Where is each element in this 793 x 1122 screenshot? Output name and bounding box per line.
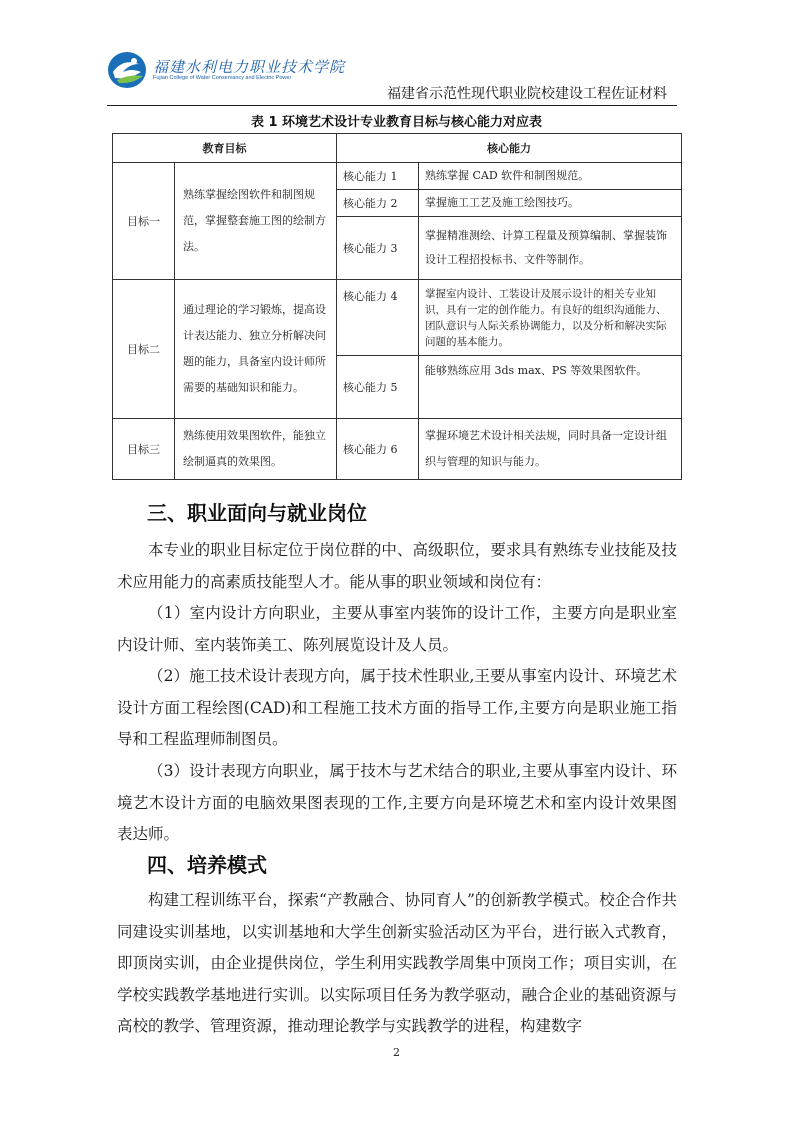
- section-heading-career: 三、职业面向与就业岗位: [147, 501, 367, 525]
- body-paragraph: 本专业的职业目标定位于岗位群的中、高级职位，要求具有熟练专业技能及技术应用能力的高素质技能型人才。能从事的职业领域和岗位有：: [117, 541, 677, 591]
- table-row: [113, 280, 682, 356]
- column-header-ability: 核心能力: [337, 134, 682, 163]
- section-heading-training: 四、培养模式: [147, 853, 267, 877]
- logo-title-cn: 福建水利电力职业技术学院: [153, 58, 346, 76]
- ability-description: 掌握精准测绘、计算工程量及预算编制、掌握装饰设计工程招投标书、文件等制作。: [419, 217, 682, 280]
- ability-description: 掌握施工工艺及施工绘图技巧。: [419, 190, 682, 217]
- goal-description: 熟练掌握绘图软件和制图规范，掌握整套施工图的绘制方法。: [175, 163, 337, 280]
- body-paragraph: （2）施工技术设计表现方向，属于技术性职业,王要从事室内设计、环境艺术设计方面工程绘图(CAD)和工程施工技术方面的指导工作,主要方向是职业施工指导和工程监理师制图员。: [117, 667, 677, 748]
- ability-name: 核心能力 4: [337, 280, 419, 356]
- goal-description: 通过理论的学习锻炼，提高设计表达能力、独立分析解决问题的能力，具备室内设计师所需要的基础知识和能力。: [175, 280, 337, 419]
- table-row: [113, 419, 682, 480]
- ability-name: 核心能力 1: [337, 163, 419, 190]
- table-title: 表 1 环境艺术设计专业教育目标与核心能力对应表: [250, 115, 543, 130]
- goals-abilities-table: [112, 133, 682, 480]
- goal-description: 熟练使用效果图软件，能独立绘制逼真的效果图。: [175, 419, 337, 480]
- header-caption: 福建省示范性现代职业院校建设工程佐证材料: [387, 86, 667, 102]
- college-logo-icon: [107, 50, 151, 90]
- ability-name: 核心能力 6: [337, 419, 419, 480]
- table-header-row: [113, 134, 682, 163]
- page-header: [107, 50, 677, 102]
- ability-description: 熟练掌握 CAD 软件和制图规范。: [419, 163, 682, 190]
- body-paragraph: （3）设计表现方向职业，属于技木与艺术结合的职业,主要从事室内设计、环境艺木设计方面的电脑效果图表现的工作,主要方向是环境艺术和室内设计效果图表达师。: [117, 762, 677, 843]
- ability-description: 能够熟练应用 3ds max、PS 等效果图软件。: [419, 356, 682, 419]
- ability-name: 核心能力 3: [337, 217, 419, 280]
- goal-name: 目标三: [113, 419, 175, 480]
- ability-description: 掌握室内设计、工装设计及展示设计的相关专业知识，具有一定的创作能力。有良好的组织沟通能力、团队意识与人际关系协调能力，以及分析和解决实际问题的基本能力。: [419, 280, 682, 356]
- header-divider: [107, 105, 677, 106]
- table-row: [113, 163, 682, 190]
- page-number: 2: [393, 1046, 400, 1059]
- ability-name: 核心能力 5: [337, 356, 419, 419]
- logo-title-en: Fujian College of Water Conservancy and Electric Power: [153, 75, 292, 81]
- body-paragraph: 构建工程训练平台，探索“产教融合、协同育人”的创新教学模式。校企合作共同建设实训基地，以实训基地和大学生创新实验活动区为平台，进行嵌入式教育，即顶岗实训，由企业提供岗位，学生利用实践教学周集中顶岗工作；项目实训，在学校实践教学基地进行实训。以实际项目任务为教学驱动，融合企业的基础资源与高校的教学、管理资源，推动理论教学与实践教学的进程，构建数字: [117, 891, 677, 1035]
- ability-name: 核心能力 2: [337, 190, 419, 217]
- goal-name: 目标一: [113, 163, 175, 280]
- column-header-goal: 教育目标: [113, 134, 337, 163]
- ability-description: 掌握环境艺术设计相关法规，同时具备一定设计组织与管理的知识与能力。: [419, 419, 682, 480]
- body-paragraph: （1）室内设计方向职业，主要从事室内装饰的设计工作，主要方向是职业室内设计师、室内装饰美工、陈列展览设计及人员。: [117, 604, 677, 654]
- goal-name: 目标二: [113, 280, 175, 419]
